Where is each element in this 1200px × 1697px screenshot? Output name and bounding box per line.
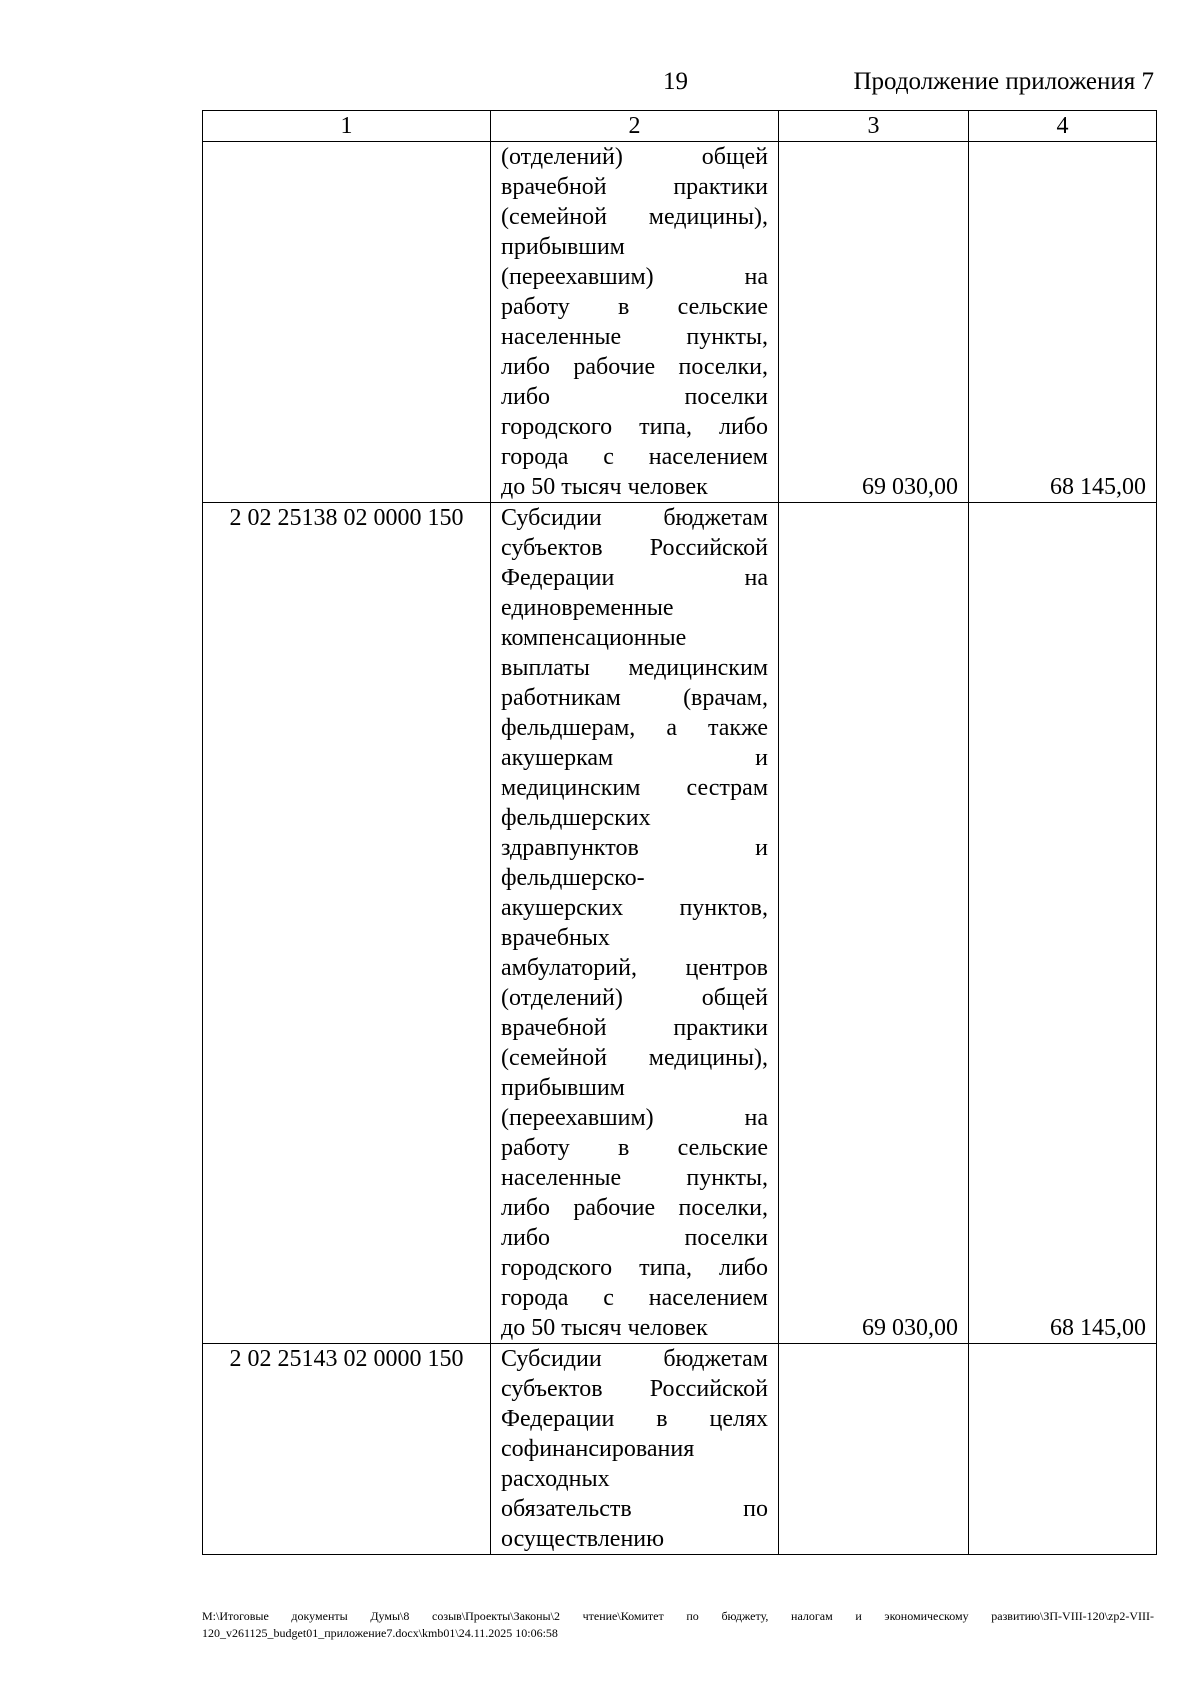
description-line: работникам (врачам,	[501, 685, 768, 711]
description-line: населенные пункты,	[501, 1165, 768, 1191]
table-header-row	[203, 111, 1157, 142]
description-line: Федерации в целях	[501, 1406, 768, 1432]
description-line: акушеркам и	[501, 745, 768, 771]
document-path-footer: M:\Итоговые документы Думы\8 созыв\Проекты\Законы\2 чтение\Комитет по бюджету, налогам и экономическому развитию\ЗП-VIII-120\zp2-VIII-120_v261125_budget01_приложение7.docx\kmb01\24.11.2025 10:06:58	[202, 1609, 1154, 1640]
description-line: амбулаторий, центров	[501, 955, 768, 981]
amount-col3-cell: 69 030,00	[779, 503, 969, 1344]
amount-col4-cell: 68 145,00	[969, 142, 1157, 503]
description-line: либо поселки	[501, 1225, 768, 1251]
description-cell	[491, 142, 779, 503]
description-line: субъектов Российской	[501, 535, 768, 561]
description-line: до 50 тысяч человек	[501, 474, 708, 500]
description-line: Субсидии бюджетам	[501, 505, 768, 531]
amount-col3-cell	[779, 1344, 969, 1555]
description-line: прибывшим	[501, 1075, 625, 1101]
table-row	[203, 1344, 1157, 1555]
description-line: (переехавшим) на	[501, 1105, 768, 1131]
description-line: врачебных	[501, 925, 610, 951]
description-line: (переехавшим) на	[501, 264, 768, 290]
description-line: до 50 тысяч человек	[501, 1315, 708, 1341]
column-header-1: 1	[203, 111, 491, 142]
column-header-2: 2	[491, 111, 779, 142]
budget-table	[202, 110, 1157, 1555]
budget-code-cell	[203, 142, 491, 503]
description-line: выплаты медицинским	[501, 655, 768, 681]
description-line: акушерских пунктов,	[501, 895, 768, 921]
column-header-3: 3	[779, 111, 969, 142]
description-line: либо поселки	[501, 384, 768, 410]
description-line: софинансирования	[501, 1436, 695, 1462]
table-row	[203, 503, 1157, 1344]
description-line: врачебной практики	[501, 174, 768, 200]
description-line: компенсационные	[501, 625, 687, 651]
amount-col3-cell: 69 030,00	[779, 142, 969, 503]
description-line: осуществлению	[501, 1526, 665, 1552]
description-cell	[491, 1344, 779, 1555]
table-row	[203, 142, 1157, 503]
description-line: прибывшим	[501, 234, 625, 260]
description-line: фельдшерских	[501, 805, 651, 831]
description-line: (отделений) общей	[501, 144, 768, 170]
description-line: субъектов Российской	[501, 1376, 768, 1402]
appendix-continuation-label: Продолжение приложения 7	[853, 68, 1154, 95]
description-line: (отделений) общей	[501, 985, 768, 1011]
budget-code-cell: 2 02 25143 02 0000 150	[203, 1344, 491, 1555]
page-number: 19	[663, 68, 688, 95]
description-line: врачебной практики	[501, 1015, 768, 1041]
description-line: фельдшерам, а также	[501, 715, 768, 741]
description-line: расходных	[501, 1466, 610, 1492]
description-line: города с населением	[501, 444, 768, 470]
description-line: единовременные	[501, 595, 674, 621]
description-line: городского типа, либо	[501, 414, 768, 440]
description-line: городского типа, либо	[501, 1255, 768, 1281]
column-header-4: 4	[969, 111, 1157, 142]
description-line: работу в сельские	[501, 1135, 768, 1161]
amount-col4-cell: 68 145,00	[969, 503, 1157, 1344]
description-line: обязательств по	[501, 1496, 768, 1522]
description-line: (семейной медицины),	[501, 1045, 768, 1071]
description-line: либо рабочие поселки,	[501, 354, 768, 380]
description-line: Субсидии бюджетам	[501, 1346, 768, 1372]
description-line: Федерации на	[501, 565, 768, 591]
description-line: либо рабочие поселки,	[501, 1195, 768, 1221]
budget-code-cell: 2 02 25138 02 0000 150	[203, 503, 491, 1344]
description-cell	[491, 503, 779, 1344]
description-line: фельдшерско-	[501, 865, 645, 891]
description-line: медицинским сестрам	[501, 775, 768, 801]
amount-col4-cell	[969, 1344, 1157, 1555]
description-line: работу в сельские	[501, 294, 768, 320]
description-line: населенные пункты,	[501, 324, 768, 350]
description-line: города с населением	[501, 1285, 768, 1311]
description-line: (семейной медицины),	[501, 204, 768, 230]
description-line: здравпунктов и	[501, 835, 768, 861]
